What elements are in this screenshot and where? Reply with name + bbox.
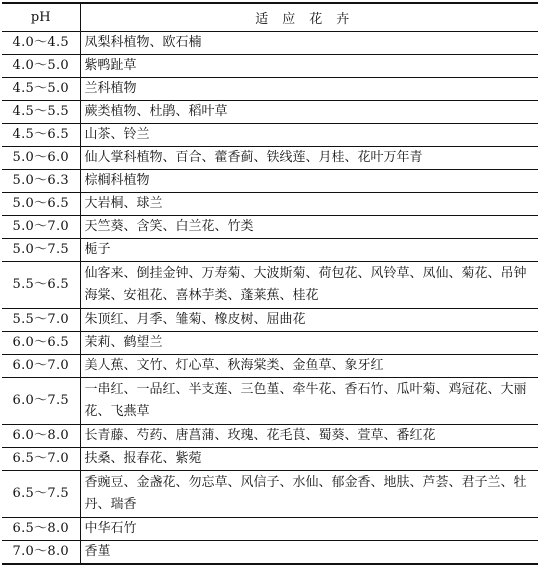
flowers-cell: 凤梨科植物、欧石楠 — [80, 32, 538, 55]
ph-range-cell: 4.0～4.5 — [2, 32, 80, 55]
flowers-cell: 山茶、铃兰 — [80, 124, 538, 147]
ph-range-cell: 6.5～7.0 — [2, 448, 80, 471]
table-row — [2, 541, 538, 565]
flowers-cell: 紫鸭趾草 — [80, 55, 538, 78]
ph-range-cell: 7.0～8.0 — [2, 541, 80, 565]
table-row — [2, 216, 538, 239]
table-row — [2, 448, 538, 471]
flowers-column-header: 适应花卉 — [80, 3, 538, 32]
flowers-cell: 茉莉、鹤望兰 — [80, 332, 538, 355]
ph-range-cell: 5.0～6.0 — [2, 147, 80, 170]
ph-range-cell: 5.0～7.0 — [2, 216, 80, 239]
table-row — [2, 355, 538, 378]
flowers-cell: 朱顶红、月季、雏菊、橡皮树、屈曲花 — [80, 309, 538, 332]
ph-range-cell: 6.5～8.0 — [2, 518, 80, 541]
ph-range-cell: 6.0～6.5 — [2, 332, 80, 355]
table-row — [2, 378, 538, 425]
ph-range-cell: 4.5～6.5 — [2, 124, 80, 147]
flowers-cell: 香堇 — [84, 544, 111, 559]
table-row — [2, 55, 538, 78]
table-row — [2, 170, 538, 193]
table-row — [2, 32, 538, 55]
table-row — [2, 239, 538, 262]
table-row — [2, 78, 538, 101]
ph-range-cell: 4.0～5.0 — [2, 55, 80, 78]
table-row — [2, 518, 538, 541]
table-row — [2, 193, 538, 216]
ph-range-cell: 5.5～7.0 — [2, 309, 80, 332]
ph-range-cell: 5.0～7.5 — [2, 239, 80, 262]
flowers-cell: 栀子 — [80, 239, 538, 262]
ph-range-cell: 6.0～7.5 — [2, 378, 80, 425]
flowers-cell: 中华石竹 — [80, 518, 538, 541]
flowers-cell: 大岩桐、球兰 — [80, 193, 538, 216]
flowers-cell: 扶桑、报春花、紫菀 — [80, 448, 538, 471]
table-row — [2, 309, 538, 332]
flowers-cell: 仙客来、倒挂金钟、万寿菊、大波斯菊、荷包花、风铃草、凤仙、菊花、吊钟海棠、安祖花、喜林芋类、蓬莱蕉、桂花 — [80, 262, 538, 309]
table-row — [2, 101, 538, 124]
ph-range-cell: 6.0～8.0 — [2, 425, 80, 448]
ph-range-cell: 5.5～6.5 — [2, 262, 80, 309]
table-row — [2, 124, 538, 147]
flowers-cell: 香豌豆、金盏花、勿忘草、风信子、水仙、郁金香、地肤、芦荟、君子兰、牡丹、瑞香 — [80, 471, 538, 518]
ph-range-cell: 5.0～6.3 — [2, 170, 80, 193]
ph-range-cell: 6.0～7.0 — [2, 355, 80, 378]
flowers-cell: 天竺葵、含笑、白兰花、竹类 — [80, 216, 538, 239]
table-row — [2, 262, 538, 309]
table-row — [2, 471, 538, 518]
flowers-cell: 蕨类植物、杜鹃、稻叶草 — [80, 101, 538, 124]
table-header-row — [2, 3, 538, 32]
ph-range-cell: 5.0～6.5 — [2, 193, 80, 216]
flowers-cell: 棕榈科植物 — [80, 170, 538, 193]
ph-flower-table — [2, 2, 538, 565]
table-row — [2, 425, 538, 448]
flowers-cell: 美人蕉、文竹、灯心草、秋海棠类、金鱼草、象牙红 — [80, 355, 538, 378]
table-row — [2, 332, 538, 355]
ph-column-header: pH — [2, 3, 80, 32]
flowers-cell: 兰科植物 — [80, 78, 538, 101]
ph-range-cell: 4.5～5.0 — [2, 78, 80, 101]
ph-range-cell: 6.5～7.5 — [2, 471, 80, 518]
flowers-cell: 仙人掌科植物、百合、藿香蓟、铁线莲、月桂、花叶万年青 — [80, 147, 538, 170]
table-row — [2, 147, 538, 170]
flowers-cell: 一串红、一品红、半支莲、三色堇、牵牛花、香石竹、瓜叶菊、鸡冠花、大丽花、飞燕草 — [80, 378, 538, 425]
ph-range-cell: 4.5～5.5 — [2, 101, 80, 124]
flowers-cell: 长青藤、芍药、唐菖蒲、玫瑰、花毛茛、蜀葵、萱草、番红花 — [80, 425, 538, 448]
